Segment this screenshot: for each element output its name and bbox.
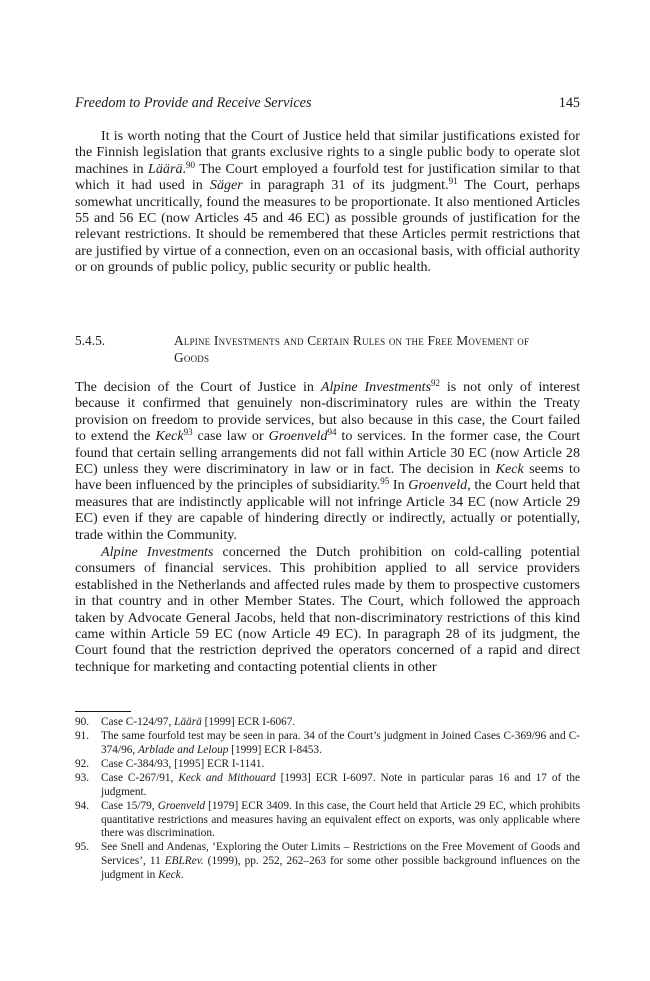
text: seems to have been influenced by the principles of subsidiarity. [75, 461, 580, 494]
text: Case C-267/91, [101, 772, 179, 785]
case-name: Säger [209, 177, 243, 194]
footnote-ref-95[interactable]: 95 [380, 476, 390, 487]
text: [1993] ECR I-6097. Note in particular paras 16 and 17 of the judgment. [101, 772, 581, 798]
text: (1999), pp. 252, 262–263 for some other possible background influences on the judgment in [101, 854, 580, 881]
case-name: Groenveld [157, 799, 205, 812]
footnote-ref-90[interactable]: 90 [186, 159, 196, 170]
footnote-90 [75, 716, 580, 730]
footnote-91 [75, 730, 580, 757]
text: The decision of the Court of Justice in [75, 379, 321, 395]
text: in paragraph 31 of its judgment. [242, 177, 449, 194]
footnote-ref-93[interactable]: 93 [183, 427, 193, 438]
journal-name: EBLRev. [164, 854, 204, 867]
text: , the Court held that measures that are indistinctly applicable will not infringe Article 34 EC (now Article 29 EC) even if they are capable of hindering directly or indirectly, actually or potentially, trade within the Community. [75, 477, 580, 543]
text: concerned the Dutch prohibition on cold-calling potential consumers of financial services. This prohibition applied to all service providers established in the Netherlands and affected rules made by them to prospective customers in that country and in other Member States. The Court, which followed the approach taken by Advocate General Jacobs, held that non-discriminatory restrictions of this kind came within Article 59 EC (now Article 49 EC). In paragraph 28 of its judgment, the Court found that the restriction deprived the operators concerned of a rapid and direct technique for marketing and contacting potential clients in other [75, 544, 580, 675]
footnote-number: 90. [75, 716, 90, 728]
running-head [75, 93, 580, 113]
text: The Court employed a fourfold test for justification similar to that which it had used in [75, 160, 580, 194]
case-name: Groenveld [268, 428, 328, 445]
page-number: 145 [558, 95, 580, 111]
text: to services. In the former case, the Court found that certain selling arrangements did not fall within Article 30 EC (now Article 28 EC) unless they were discriminatory in law or in fact. The decision in [75, 428, 580, 478]
footnote-95 [75, 841, 580, 882]
paragraph-alpine-intro [75, 379, 580, 543]
case-name: Alpine Investments [320, 379, 432, 395]
footnote-number: 91. [75, 730, 90, 743]
case-name: Keck and Mithouard [178, 772, 276, 785]
section-title: Alpine Investments and Certain Rules on the Free Movement of Goods [174, 333, 530, 365]
text: The Court, perhaps somewhat uncritically, found the measures to be proportionate. It also mentioned Articles 55 and 56 EC (now Articles 45 and 46 EC) as possible grounds of justification for the relevant restrictions. It should be remembered that these Articles permit restrictions that are justified by virtue of a connection, even on an occasional basis, with official authority or on grounds of public policy, public security or public health. [75, 177, 580, 276]
footnotes [75, 716, 580, 883]
footnote-93 [75, 772, 580, 799]
text: See Snell and Andenas, ‘Exploring the Outer Limits – Restrictions on the Free Movement of Goods and Services’, 11 [101, 841, 580, 867]
case-name: Alpine Investments [101, 544, 214, 560]
text: Case 15/79, [101, 799, 158, 812]
case-name: Keck [158, 868, 181, 881]
text: [1999] ECR I-8453. [228, 743, 322, 756]
case-name: Läärä [174, 716, 202, 728]
text: [1979] ECR 3409. In this case, the Court held that Article 29 EC, which prohibits quantitative restrictions and measures having an equivalent effect on exports, was only applicable where there was discrimination. [101, 799, 580, 840]
footnote-ref-91[interactable]: 91 [448, 176, 458, 187]
text: [1999] ECR I-6067. [201, 716, 296, 728]
paragraph-laara: It is worth noting that the Court of Justice held that similar justifications existed for the Finnish legislation that grants exclusive rights to a single public body to operate slot machines in Läärä.$^{90}$ The Court employed a fourfold test for justification similar to that which it had used in Säger in paragraph 31 of its judgment.$^{91}$ The Court, perhaps somewhat uncritically, found the measures to be proportionate. It also mentioned Articles 55 and 56 EC (now Articles 45 and 46 EC) as possible grounds of justification for the relevant restrictions. It should be remembered that these Articles permit restrictions that are justified by virtue of a connection, even on an occasional basis, with official authority or on grounds of public policy, public security or public health. [75, 128, 580, 276]
footnote-divider [75, 711, 131, 712]
text: It is worth noting that the Court of Justice held that similar justifications existed for the Finnish legislation that grants exclusive rights to a single public body to operate slot machines in [75, 128, 580, 177]
case-name: Keck [155, 428, 184, 445]
case-name: Läärä [148, 160, 183, 177]
footnote-ref-94[interactable]: 94 [327, 427, 337, 438]
text: Case C-384/93, [1995] ECR I-1141. [101, 757, 265, 770]
case-name: Groenveld [408, 477, 468, 494]
text: The same fourfold test may be seen in para. 34 of the Court’s judgment in Joined Cases C-369/96 and C-374/96, [101, 730, 580, 756]
paragraph-alpine-facts [75, 544, 580, 675]
case-name: Arblade and Leloup [138, 743, 229, 756]
footnote-92 [75, 758, 580, 772]
footnote-94 [75, 800, 580, 841]
text: is not only of interest because it confirmed that genuinely non-discriminatory rules are within the Treaty provision on freedom to provide services, but also because in this case, the Court failed to extend the [75, 379, 580, 445]
text: Case C-124/97, [101, 716, 175, 728]
text: In [389, 477, 409, 494]
text: case law or [192, 428, 269, 445]
section-number: 5.4.5. [75, 333, 106, 348]
running-head-title: Freedom to Provide and Receive Services [75, 95, 312, 111]
text: . [180, 868, 184, 881]
case-name: Keck [495, 461, 524, 478]
footnote-ref-92[interactable]: 92 [431, 378, 441, 388]
footnote-number: 95. [75, 841, 90, 854]
footnote-number: 92. [75, 757, 90, 770]
footnote-number: 93. [75, 772, 90, 785]
footnote-number: 94. [75, 799, 90, 812]
